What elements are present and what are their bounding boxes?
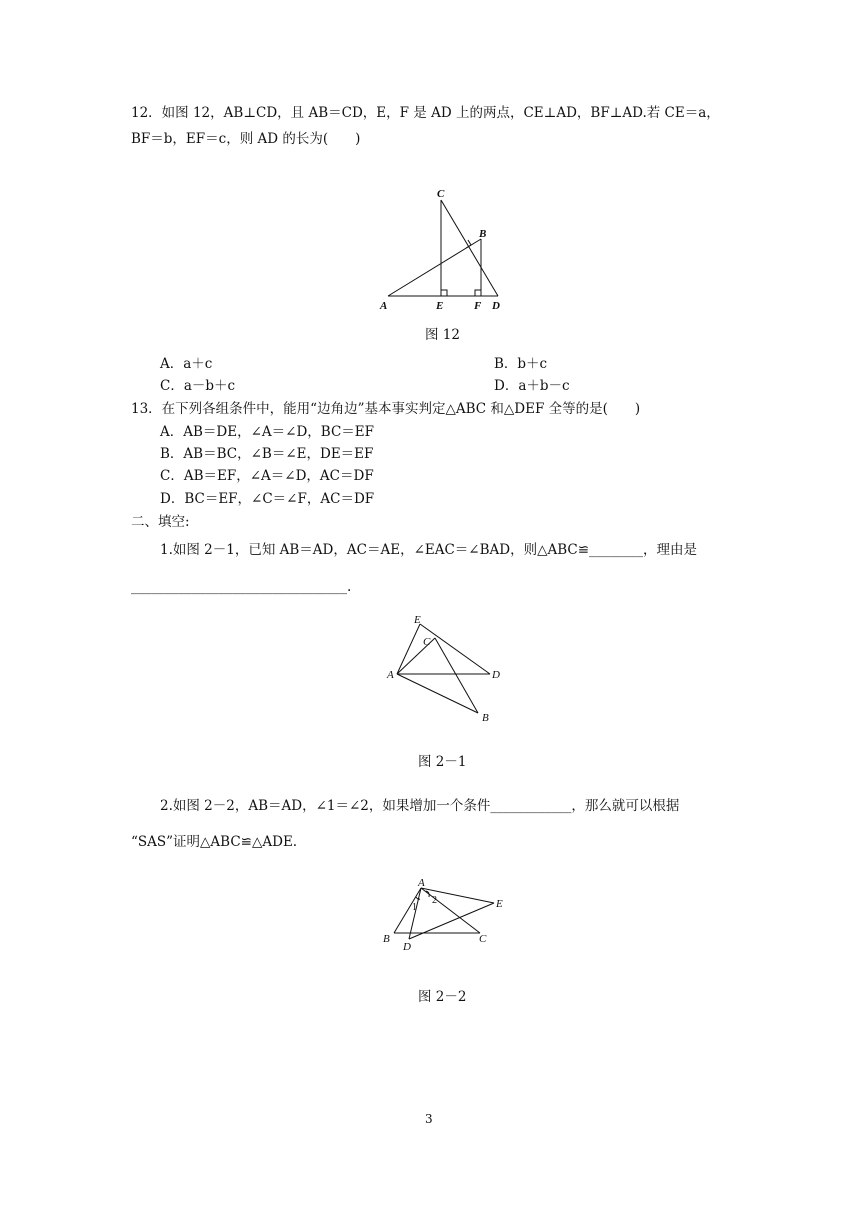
q13-option-b: B．AB＝BC，∠B＝∠E，DE＝EF [160, 446, 374, 462]
q12-option-d: D．a＋b－c [494, 378, 570, 394]
label-D: D [492, 300, 500, 312]
label-E: E [496, 898, 503, 910]
q12-stem-line1: 12．如图 12，AB⊥CD，且 AB＝CD，E，F 是 AD 上的两点，CE⊥AD，BF⊥AD.若 CE＝a， [131, 105, 720, 121]
label-F: F [474, 300, 482, 312]
page-number: 3 [425, 1112, 433, 1126]
label-E: E [414, 614, 421, 626]
q13-option-c: C．AB＝EF，∠A＝∠D，AC＝DF [160, 468, 374, 484]
q13-option-d: D．BC＝EF，∠C＝∠F，AC＝DF [160, 491, 375, 507]
figure-12-caption: 图 12 [425, 327, 460, 343]
label-D: D [492, 669, 500, 681]
label-A: A [380, 300, 388, 312]
section2-heading: 二、填空: [131, 514, 190, 530]
fill1-line2: ________________________________. [131, 579, 352, 595]
fill2-line1: 2.如图 2－2，AB＝AD，∠1＝∠2，如果增加一个条件____________，那么就可以根据 [160, 798, 680, 814]
label-D: D [403, 941, 411, 953]
fill1-line1: 1.如图 2－1，已知 AB＝AD，AC＝AE，∠EAC＝∠BAD，则△ABC≌________，理由是 [160, 542, 698, 558]
label-B: B [479, 228, 487, 240]
q12-option-c: C．a－b＋c [160, 378, 236, 394]
label-E: E [436, 300, 444, 312]
figure-2-1 [380, 610, 510, 729]
figure-12 [370, 183, 520, 322]
label-A: A [418, 877, 425, 889]
q12-option-b: B．b＋c [494, 356, 548, 372]
figure-2-1-caption: 图 2－1 [418, 754, 467, 770]
label-angle-1: 1 [412, 902, 417, 913]
figure-2-2-caption: 图 2－2 [418, 989, 467, 1005]
label-C: C [423, 636, 431, 648]
label-C: C [437, 188, 445, 200]
label-A: A [387, 669, 394, 681]
label-B: B [383, 933, 390, 945]
q12-option-a: A．a＋c [160, 356, 213, 372]
label-angle-2: 2 [432, 895, 437, 906]
label-C: C [479, 933, 487, 945]
q13-option-a: A．AB＝DE，∠A＝∠D，BC＝EF [160, 424, 375, 440]
fill2-line2: “SAS”证明△ABC≌△ADE. [131, 834, 298, 850]
figure-2-2 [378, 872, 518, 966]
label-B: B [482, 712, 489, 724]
q13-stem: 13．在下列各组条件中，能用“边角边”基本事实判定△ABC 和△DEF 全等的是( ) [131, 401, 641, 417]
q12-stem-line2: BF＝b，EF＝c，则 AD 的长为( ) [131, 131, 361, 147]
